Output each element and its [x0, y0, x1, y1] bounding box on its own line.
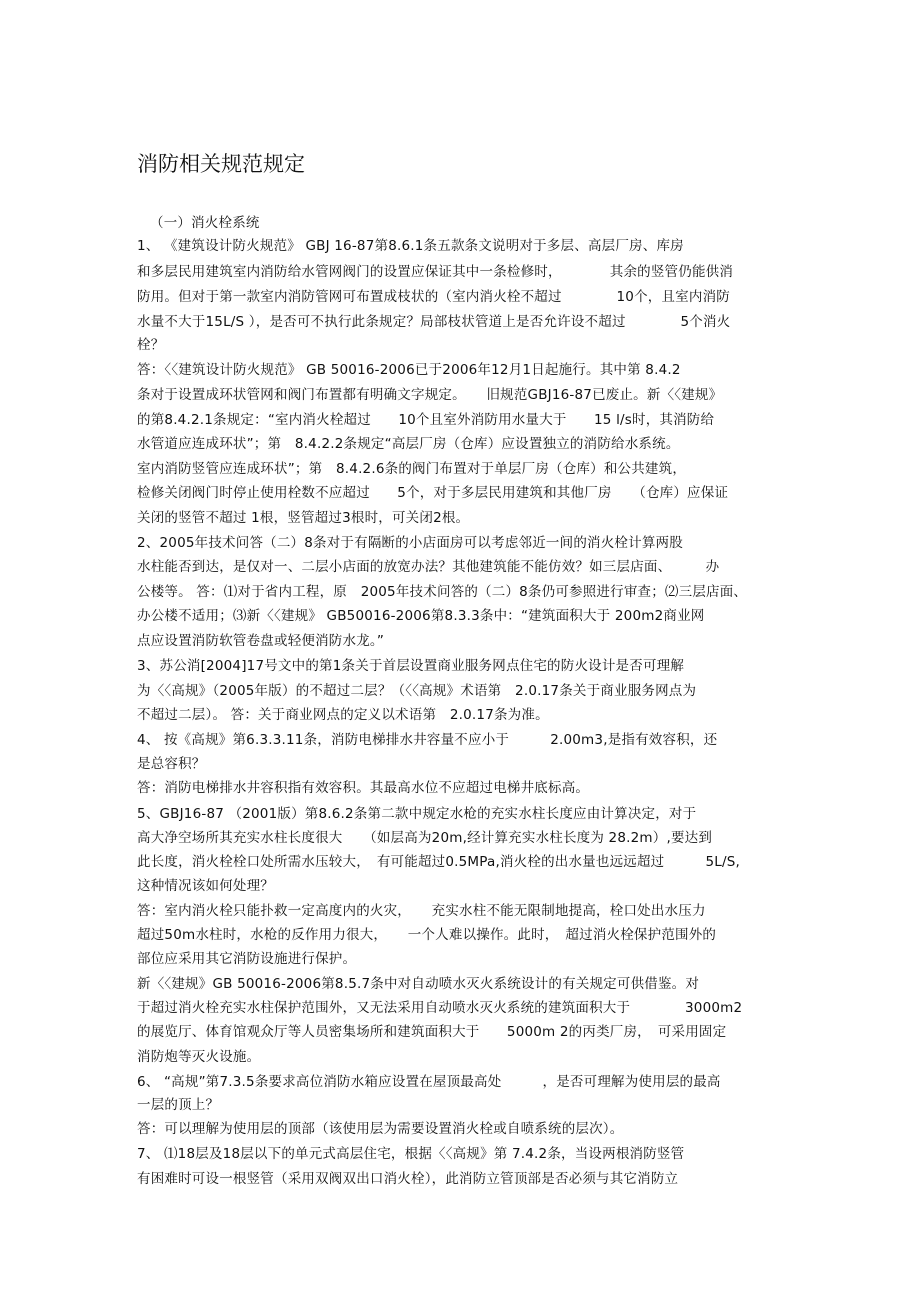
text-line: 室内消防竖管应连成环状”；第 8.4.2.6条的阀门布置对于单层厂房（仓库）和公共建筑，: [137, 461, 687, 477]
page-title: 消防相关规范规定: [137, 152, 305, 176]
text-line: 的展览厅、体育馆观众厅等人员密集场所和建筑面积大于 5000m 2的丙类厂房， 可采用固定: [137, 1024, 727, 1040]
text-line: 超过50m水柱时，水枪的反作用力很大， 一个人难以操作。此时， 超过消火栓保护范围外的: [137, 927, 717, 943]
text-line: 4、 按《高规》第6.3.3.11条，消防电梯排水井容量不应小于 2.00m3,是指有效容积，还: [137, 732, 718, 748]
text-line: 答：〈〈建筑设计防火规范》 GB 50016-2006已于2006年12月1日起施行。其中第 8.4.2: [137, 362, 681, 378]
text-line: 消防炮等灭火设施。: [137, 1049, 261, 1065]
text-line: 新〈〈建规》GB 50016-2006第8.5.7条中对自动喷水灭火系统设计的有关规定可供借鉴。对: [137, 976, 700, 992]
text-line: 7、 ⑴18层及18层以下的单元式高层住宅，根据〈〈高规》第 7.4.2条，当设两根消防竖管: [137, 1146, 685, 1162]
text-line: 栓？: [137, 337, 165, 353]
text-line: 高大净空场所其充实水柱长度很大 （如层高为20m,经计算充实水柱长度为 28.2m）,要达到: [137, 830, 713, 846]
text-line: 水柱能否到达，是仅对一、二层小店面的放宽办法？其他建筑能不能仿效？如三层店面、 办: [137, 559, 720, 575]
text-line: 关闭的竖管不超过 1根，竖管超过3根时，可关闭2根。: [137, 510, 470, 526]
text-line: 6、 “高规”第7.3.5条要求高位消防水箱应设置在屋顶最高处 ，是否可理解为使用层的最高: [137, 1074, 721, 1090]
text-line: 的第8.4.2.1条规定：“室内消火栓超过 10个且室外消防用水量大于 15 l/s时，其消防给: [137, 412, 715, 428]
text-line: 答：室内消火栓只能扑救一定高度内的火灾， 充实水柱不能无限制地提高，栓口处出水压力: [137, 903, 706, 919]
text-line: 2、2005年技术问答（二）8条对于有隔断的小店面房可以考虑邻近一间的消火栓计算两股: [137, 535, 683, 551]
text-line: 为〈〈高规》（2005年版）的不超过二层？（〈〈高规》术语第 2.0.17条关于商业服务网点为: [137, 683, 697, 699]
text-line: 检修关闭阀门时停止使用栓数不应超过 5个，对于多层民用建筑和其他厂房 （仓库）应保证: [137, 485, 729, 501]
text-line: 公楼等。 答：⑴对于省内工程，原 2005年技术问答的（二）8条仍可参照进行审查；⑵三层店面、: [137, 584, 748, 600]
text-line: 水管道应连成环状”；第 8.4.2.2条规定“高层厂房（仓库）应设置独立的消防给水系统。: [137, 436, 680, 452]
text-line: 水量不大于15L/S ），是否可不执行此条规定？局部枝状管道上是否允许设不超过 5个消火: [137, 314, 731, 330]
text-line: 防用。但对于第一款室内消防管网可布置成枝状的（室内消火栓不超过 10个，且室内消防: [137, 289, 730, 305]
text-line: 这种情况该如何处理？: [137, 878, 274, 894]
text-line: 3、苏公消[2004]17号文中的第1条关于首层设置商业服务网点住宅的防火设计是否可理解: [137, 658, 685, 674]
text-line: 点应设置消防软管卷盘或轻便消防水龙。”: [137, 633, 385, 649]
text-line: 是总容积？: [137, 756, 206, 772]
text-line: 不超过二层）。 答：关于商业网点的定义以术语第 2.0.17条为准。: [137, 707, 549, 723]
text-line: 此长度，消火栓栓口处所需水压较大， 有可能超过0.5MPa,消火栓的出水量也远远超过 5L/S,: [137, 854, 740, 870]
text-line: 和多层民用建筑室内消防给水管网阀门的设置应保证其中一条检修时， 其余的竖管仍能供消: [137, 264, 734, 280]
text-line: 部位应采用其它消防设施进行保护。: [137, 951, 357, 967]
text-line: 条对于设置成环状管网和阀门布置都有明确文字规定。 旧规范GBJ16-87已废止。新〈〈建规》: [137, 387, 723, 403]
text-line: 办公楼不适用；⑶新〈〈建规》 GB50016-2006第8.3.3条中：“建筑面积大于 200m2商业网: [137, 608, 705, 624]
text-line: 一层的顶上？: [137, 1097, 220, 1113]
text-line: 答：消防电梯排水井容积指有效容积。其最高水位不应超过电梯井底标高。: [137, 780, 590, 796]
text-line: （一）消火栓系统: [150, 215, 260, 231]
text-line: 1、 《建筑设计防火规范》 GBJ 16-87第8.6.1条五款条文说明对于多层、高层厂房、库房: [137, 238, 684, 254]
text-line: 有困难时可设一根竖管（采用双阀双出口消火栓），此消防立管顶部是否必须与其它消防立: [137, 1171, 679, 1187]
text-line: 5、GBJ16-87 （2001版）第8.6.2条第二款中规定水枪的充实水柱长度应由计算决定，对于: [137, 806, 697, 822]
text-line: 答：可以理解为使用层的顶部（该使用层为需要设置消火栓或自喷系统的层次）。: [137, 1121, 624, 1137]
text-line: 于超过消火栓充实水柱保护范围外，又无法采用自动喷水灭火系统的建筑面积大于 3000m2: [137, 1000, 743, 1016]
